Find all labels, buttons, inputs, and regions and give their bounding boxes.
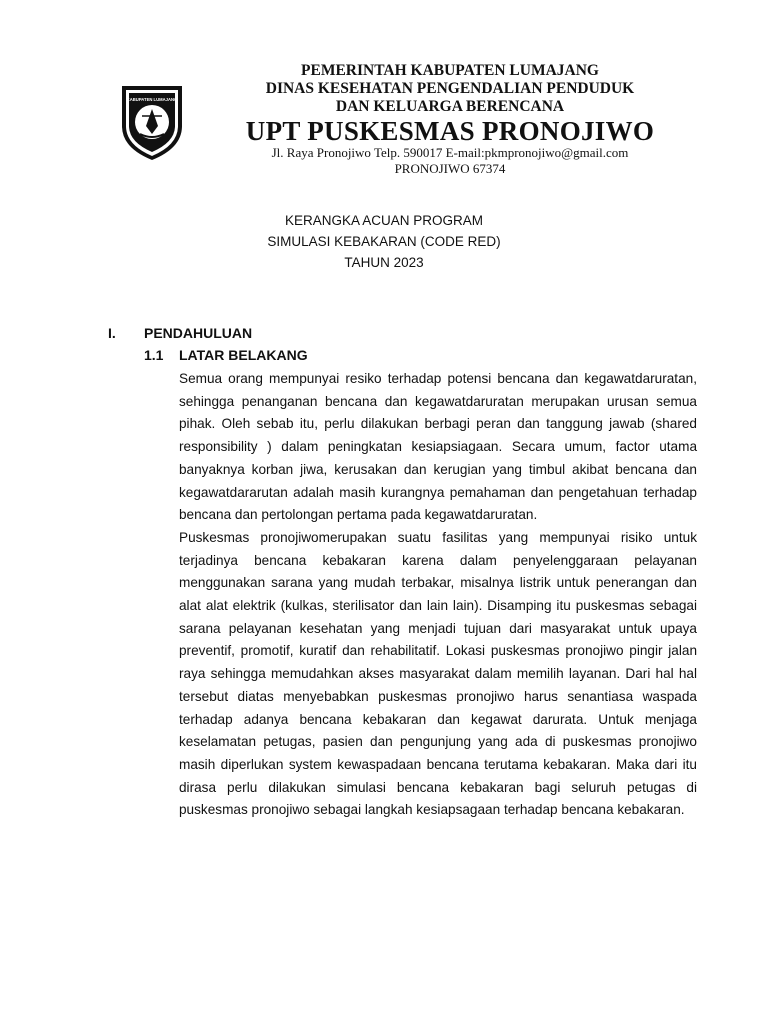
- regency-seal-logo: [114, 82, 190, 162]
- title-line-3: TAHUN 2023: [344, 255, 424, 270]
- subsection-number: 1.1: [144, 347, 164, 363]
- department-heading: DINAS KESEHATAN PENGENDALIAN PENDUDUK: [265, 80, 635, 97]
- government-heading: PEMERINTAH KABUPATEN LUMAJANG: [301, 62, 599, 79]
- paragraph: Puskesmas pronojiwomerupakan suatu fasilitas yang mempunyai risiko untuk terjadinya bencana kebakaran karena dalam penyelenggaraan pelayanan menggunakan sarana yang mudah terbakar, misalnya listrik untuk penerangan dan alat alat elektrik (kulkas, sterilisator dan lain lain). Disamping itu puskesmas sebagai sarana pelayanan kesehatan yang menjadi tujuan dari masyarakat untuk upaya preventif, promotif, kuratif dan rehabilitatif. Lokasi puskesmas pronojiwo pingir jalan raya sehingga memudahkan akses masyarakat dalam memilih layanan. Dari hal hal tersebut diatas menyebabkan puskesmas pronojiwo harus senantiasa waspada terhadap adanya bencana kebakaran dan kegawat darurata. Untuk menjaga keselamatan petugas, pasien dan pengunjung yang ada di puskesmas pronojiwo masih diperlukan system kewaspadaan bencana terutama kebakaran. Maka dari itu dirasa perlu dilakukan simulasi bencana kebakaran bagi seluruh petugas di puskesmas pronojiwo sebagai langkah kesiapsagaan terhadap bencana kebakaran.: [179, 529, 697, 818]
- department-heading-cont: DAN KELUARGA BERENCANA: [335, 98, 565, 115]
- institution-postal: PRONOJIWO 67374: [394, 161, 506, 176]
- institution-name: UPT PUSKESMAS PRONOJIWO: [245, 116, 655, 146]
- document-title: [0, 210, 768, 273]
- institution-address: Jl. Raya Pronojiwo Telp. 590017 E-mail:pkmpronojiwo@gmail.com: [271, 145, 629, 160]
- title-line-2: SIMULASI KEBAKARAN (CODE RED): [267, 234, 501, 249]
- section-number: I.: [108, 325, 116, 341]
- section-title: PENDAHULUAN: [144, 325, 253, 341]
- title-line-1: KERANGKA ACUAN PROGRAM: [284, 213, 484, 228]
- paragraph: Semua orang mempunyai resiko terhadap potensi bencana dan kegawatdaruratan, sehingga penanganan bencana dan kegawatdaruratan merupakan urusan semua pihak. Oleh sebab itu, perlu dilakukan berbagi peran dan tanggung jawab (shared responsibility ) dalam peningkatan kesiapsiagaan. Secara umum, factor utama banyaknya korban jiwa, kerusakan dan kerugian yang timbul akibat bencana dan kegawatdararutan adalah masih kurangnya pemahaman dan pengetahuan terhadap bencana dan pertolongan pertama pada kegawatdaruratan.: [179, 371, 697, 523]
- svg-text:KABUPATEN LUMAJANG: KABUPATEN LUMAJANG: [126, 97, 178, 102]
- subsection-title: LATAR BELAKANG: [179, 347, 308, 363]
- letterhead: [0, 0, 768, 200]
- background-body: [179, 368, 697, 822]
